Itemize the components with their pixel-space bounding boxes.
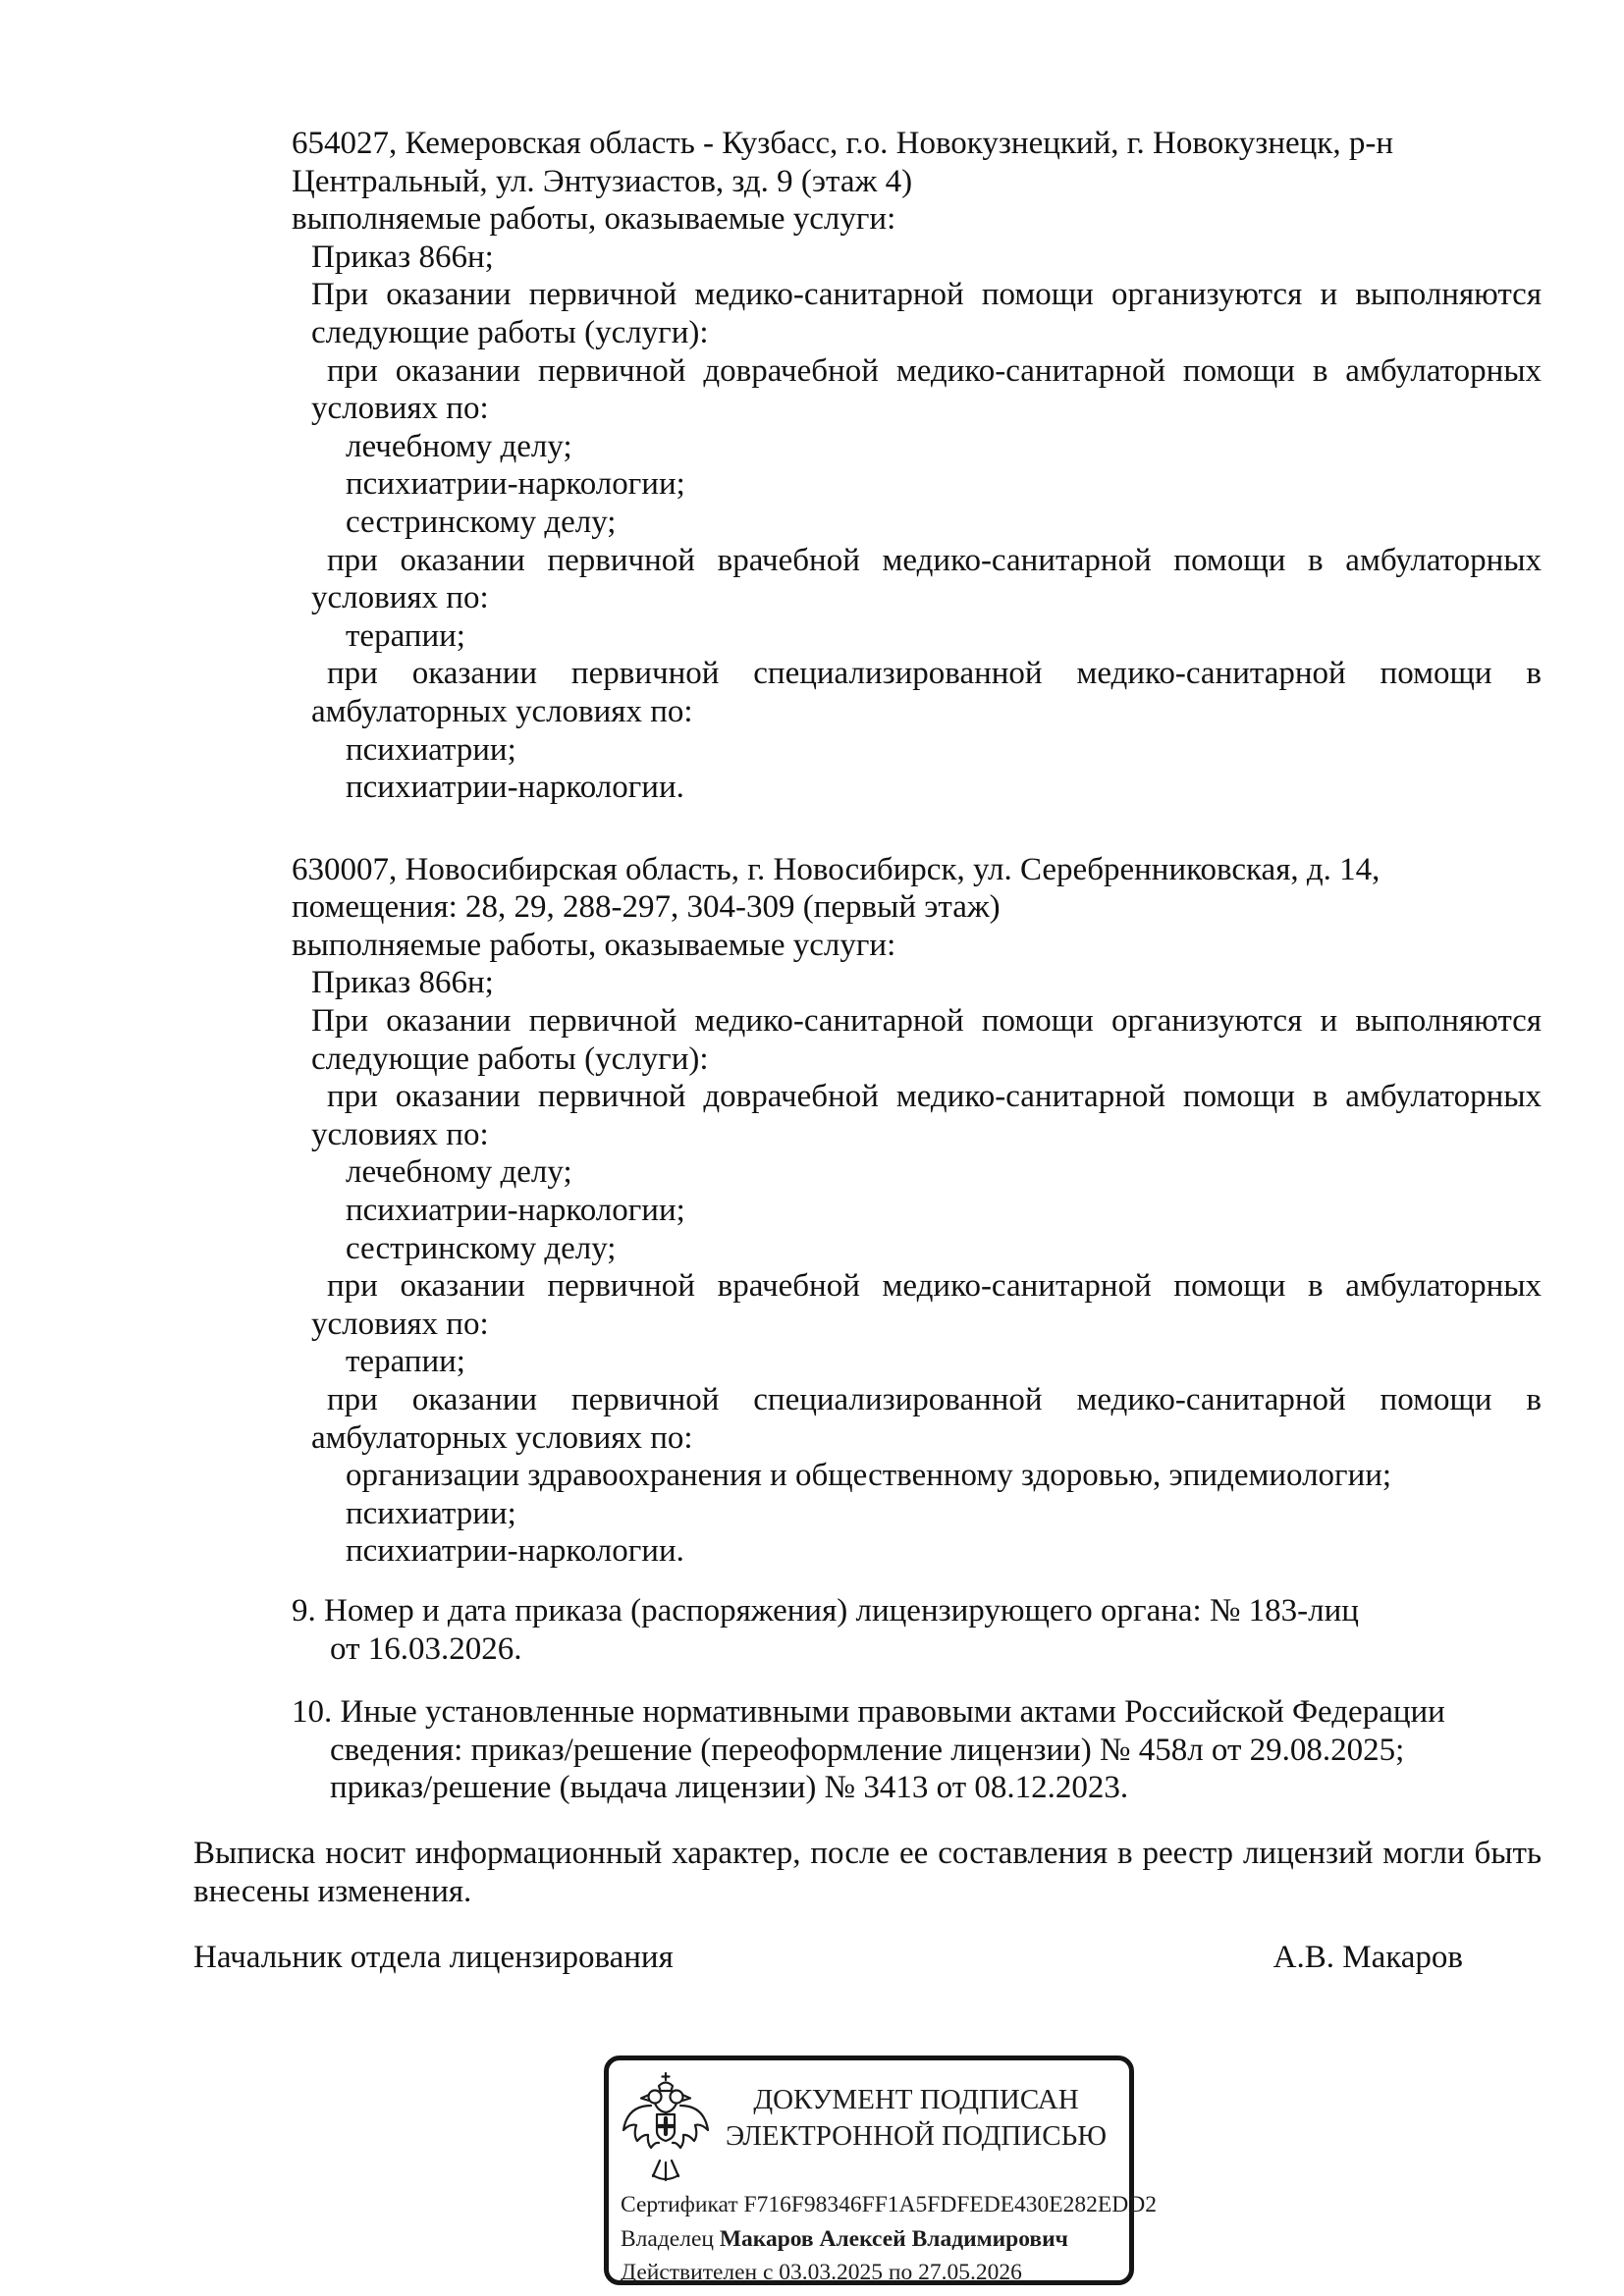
text-line: от 16.03.2026.	[330, 1630, 522, 1667]
certificate-value: F716F98346FF1A5FDFEDE430E282EDD2	[743, 2192, 1157, 2217]
text-line: 630007, Новосибирская область, г. Новосибирск, ул. Серебренниковская, д. 14,	[292, 851, 1380, 887]
roszdravnadzor-eagle-emblem-icon	[621, 2070, 711, 2188]
text-line: следующие работы (услуги):	[311, 314, 709, 350]
text-line: выполняемые работы, оказываемые услуги:	[292, 201, 896, 238]
stamp-title	[711, 2082, 1121, 2155]
signature-row	[193, 1939, 1542, 1977]
owner-name: Макаров Алексей Владимирович	[719, 2225, 1068, 2252]
text-line: Центральный, ул. Энтузиастов, зд. 9 (этаж 4)	[292, 163, 913, 199]
text-line: Приказ 866н;	[311, 239, 494, 275]
document-content	[193, 125, 1542, 1977]
text-line: терапии;	[346, 1344, 465, 1380]
text-line: приказ/решение (выдача лицензии) № 3413 от 08.12.2023.	[330, 1770, 1129, 1806]
text-line: 9. Номер и дата приказа (распоряжения) лицензирующего органа: № 183-лиц	[292, 1592, 1359, 1629]
text-line: сестринскому делу;	[346, 1230, 617, 1266]
certificate-label: Сертификат	[621, 2192, 738, 2217]
certificate-line	[621, 2188, 1157, 2222]
text-line: амбулаторных условиях по:	[311, 693, 693, 729]
stamp-details	[621, 2188, 1157, 2290]
text-line: при оказании первичной врачебной медико-санитарной помощи в амбулаторных	[327, 1268, 1542, 1305]
owner-label: Владелец	[621, 2225, 714, 2252]
text-line: внесены изменения.	[193, 1873, 472, 1909]
text-line: амбулаторных условиях по:	[311, 1419, 693, 1456]
text-line: условиях по:	[311, 580, 489, 616]
text-line: при оказании первичной специализированной медико-санитарной помощи в	[327, 656, 1542, 692]
text-line: Выписка носит информационный характер, после ее составления в реестр лицензий могли быть	[193, 1835, 1542, 1871]
text-line: психиатрии-наркологии.	[346, 1533, 684, 1570]
text-line: при оказании первичной доврачебной медико-санитарной помощи в амбулаторных	[327, 1079, 1542, 1115]
section-disclaimer	[193, 1835, 1542, 1910]
section-location-novosibirsk	[193, 851, 1542, 1571]
text-line: терапии;	[346, 617, 465, 654]
text-line: Приказ 866н;	[311, 965, 494, 1001]
text-line: условиях по:	[311, 1116, 489, 1152]
text-line: при оказании первичной доврачебной медико-санитарной помощи в амбулаторных	[327, 352, 1542, 389]
text-line: лечебному делу;	[346, 428, 572, 464]
signatory-name: А.В. Макаров	[1272, 1940, 1463, 1976]
text-line: сведения: приказ/решение (переоформление лицензии) № 458л от 29.08.2025;	[330, 1732, 1405, 1768]
stamp-title-line2: ЭЛЕКТРОННОЙ ПОДПИСЬЮ	[725, 2120, 1108, 2152]
text-line: психиатрии;	[346, 1495, 516, 1531]
text-line: помещения: 28, 29, 288-297, 304-309 (первый этаж)	[292, 889, 1001, 926]
text-line: 654027, Кемеровская область - Кузбасс, г.о. Новокузнецкий, г. Новокузнецк, р-н	[292, 126, 1393, 161]
text-line: следующие работы (услуги):	[311, 1041, 709, 1077]
text-line: При оказании первичной медико-санитарной помощи организуются и выполняются	[311, 277, 1542, 313]
text-line: психиатрии;	[346, 731, 516, 768]
text-line: при оказании первичной специализированной медико-санитарной помощи в	[327, 1382, 1542, 1417]
section-order-number	[193, 1592, 1542, 1668]
text-line: организации здравоохранения и общественному здоровью, эпидемиологии;	[346, 1458, 1392, 1494]
validity-line: Действителен с 03.03.2025 по 27.05.2026	[621, 2260, 1022, 2285]
text-line: 10. Иные установленные нормативными правовыми актами Российской Федерации	[292, 1694, 1445, 1731]
text-line: условиях по:	[311, 391, 489, 427]
text-line: психиатрии-наркологии;	[346, 466, 685, 503]
section-location-kemerovo	[193, 125, 1542, 807]
text-line: сестринскому делу;	[346, 504, 617, 540]
text-line: При оказании первичной медико-санитарной помощи организуются и выполняются	[311, 1003, 1542, 1040]
text-line: выполняемые работы, оказываемые услуги:	[292, 927, 896, 963]
signatory-title: Начальник отдела лицензирования	[193, 1940, 674, 1976]
text-line: психиатрии-наркологии.	[346, 770, 684, 806]
section-other-info	[193, 1693, 1542, 1807]
text-line: лечебному делу;	[346, 1154, 572, 1191]
text-line: при оказании первичной врачебной медико-санитарной помощи в амбулаторных	[327, 542, 1542, 578]
electronic-signature-stamp	[604, 2056, 1157, 2285]
text-line: психиатрии-наркологии;	[346, 1193, 685, 1229]
text-line: условиях по:	[311, 1306, 489, 1342]
owner-line	[621, 2222, 1121, 2257]
stamp-title-line1: ДОКУМЕНТ ПОДПИСАН	[753, 2084, 1079, 2115]
